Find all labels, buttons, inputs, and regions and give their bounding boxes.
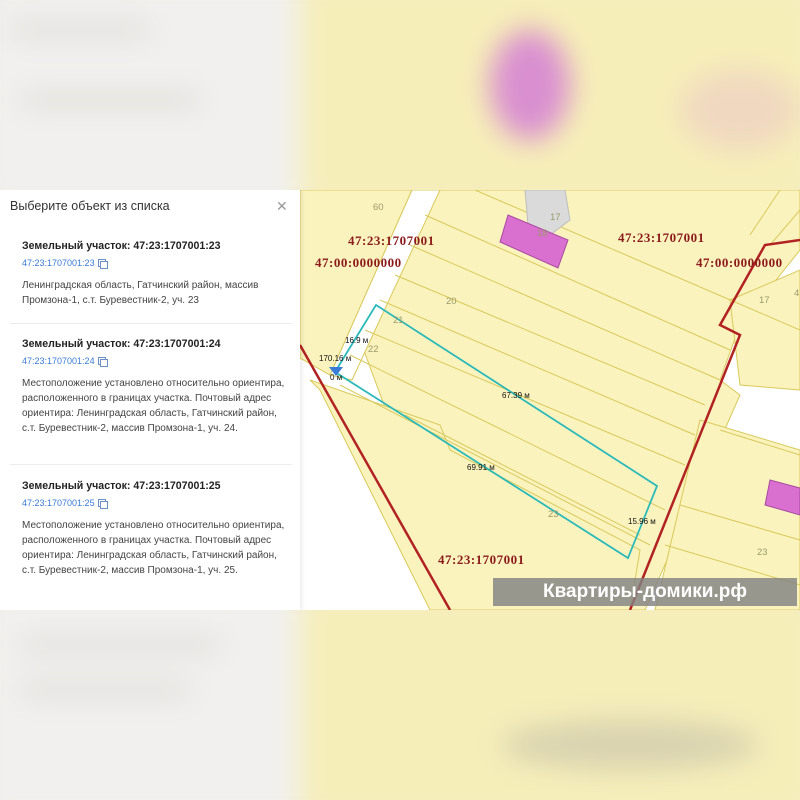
cadastral-quarter-label: 47:23:1707001 xyxy=(618,230,705,245)
panel-title: Выберите объект из списка xyxy=(10,199,170,213)
parcel-number-link[interactable]: 47:23:1707001:24 xyxy=(22,356,95,366)
segment-length-label: 170.16 м xyxy=(319,354,352,363)
cadastral-quarter-label: 47:23:1707001 xyxy=(348,233,435,248)
parcel-address: Местоположение установлено относительно ориентира, расположенного в границах участка. Почтовый адрес ориентира: Ленинградская область, Гатчинский район, с.т. Буревестник-2, массив Промзона-1, уч. 24. xyxy=(22,378,285,434)
segment-length-label: 69.91 м xyxy=(467,463,495,472)
segment-length-label: 16.9 м xyxy=(345,336,369,345)
segment-length-label: 0 м xyxy=(330,373,343,382)
parcel-title: Земельный участок: 47:23:1707001:25 xyxy=(22,480,221,492)
divider xyxy=(10,464,292,465)
plot-number: 18 xyxy=(537,228,548,239)
copy-icon[interactable] xyxy=(98,499,106,507)
cadastral-quarter-label: 47:23:1707001 xyxy=(438,552,525,567)
plot-number: 23 xyxy=(757,547,768,558)
copy-icon[interactable] xyxy=(98,259,106,267)
segment-length-label: 15.96 м xyxy=(628,517,656,526)
plot-number: 17 xyxy=(550,212,561,223)
plot-number: 60 xyxy=(373,202,384,213)
cadastral-zero-label: 47:00:0000000 xyxy=(315,255,402,270)
plot-number: 20 xyxy=(446,296,457,307)
plot-number: 4 xyxy=(794,288,800,299)
cadastral-map[interactable] xyxy=(300,190,800,610)
blurred-backdrop-bottom xyxy=(0,610,800,800)
map-canvas xyxy=(300,190,800,610)
plot-number: 21 xyxy=(393,315,404,326)
parcel-title: Земельный участок: 47:23:1707001:23 xyxy=(22,240,221,252)
parcel-address: Ленинградская область, Гатчинский район, массив Промзона-1, с.т. Буревестник-2, уч. 23 xyxy=(22,280,259,306)
segment-length-label: 67.39 м xyxy=(502,391,530,400)
cadastral-zero-label: 47:00:0000000 xyxy=(696,255,783,270)
parcel-number-link[interactable]: 47:23:1707001:23 xyxy=(22,258,95,268)
plot-number: 22 xyxy=(368,344,379,355)
map-screen xyxy=(0,190,800,610)
divider xyxy=(10,323,292,324)
parcel-address: Местоположение установлено относительно ориентира, расположенного в границах участка. Почтовый адрес ориентира: Ленинградская область, Гатчинский район, с.т. Буревестник-2, массив Промзона-1, уч. 25. xyxy=(22,520,285,576)
parcel-title: Земельный участок: 47:23:1707001:24 xyxy=(22,338,221,350)
blurred-backdrop-top xyxy=(0,0,800,190)
plot-number: 23 xyxy=(548,509,559,520)
plot-number: 17 xyxy=(759,295,770,306)
object-list-panel xyxy=(0,190,300,610)
copy-icon[interactable] xyxy=(98,357,106,365)
parcel-number-link[interactable]: 47:23:1707001:25 xyxy=(22,498,95,508)
close-icon[interactable]: ✕ xyxy=(276,198,288,214)
site-watermark: Квартиры-домики.рф xyxy=(493,578,797,606)
